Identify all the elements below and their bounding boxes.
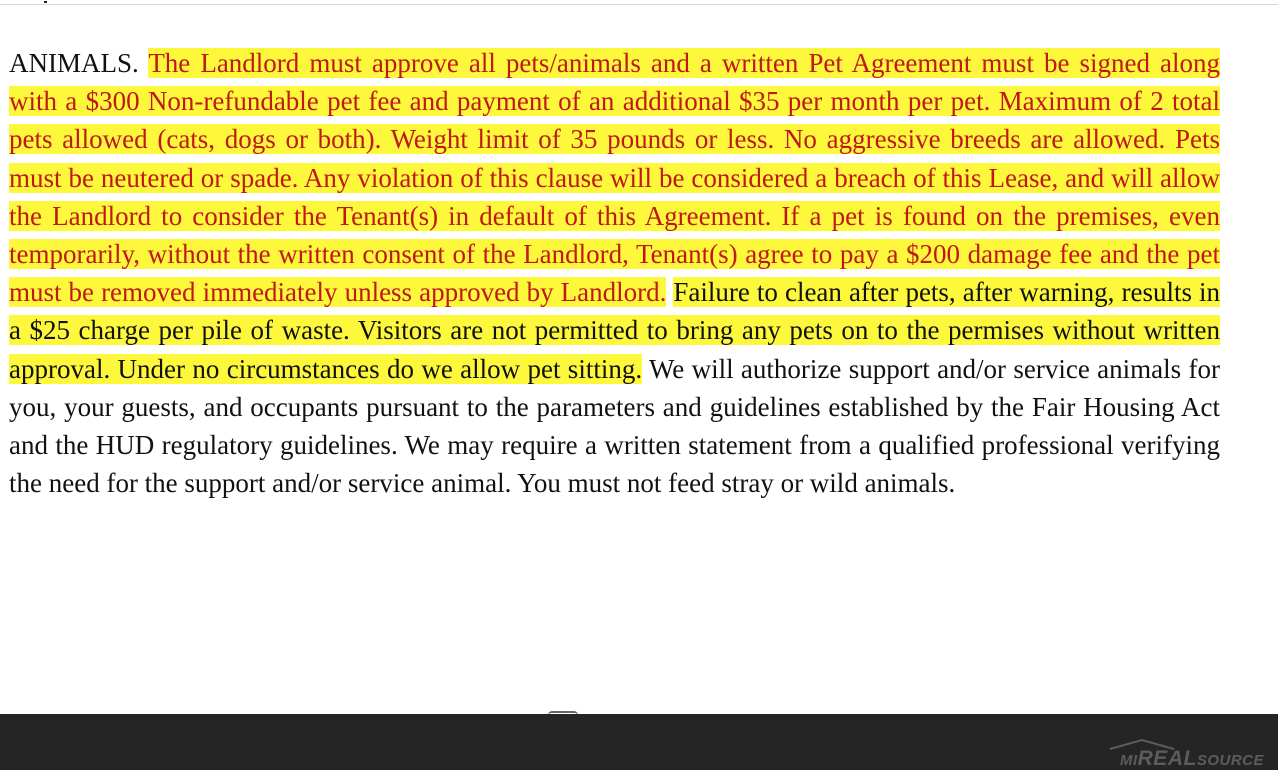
animals-clause	[9, 44, 1220, 502]
highlighted-red-text: The Landlord must approve all pets/animals and a written Pet Agreement must be signed along with a $300 Non-refundable pet fee and payment of an additional $35 per month per pet. Maximum of 2 total pets allowed (cats, dogs or both). Weight limit of 35 pounds or less. No aggressive breeds are allowed. Pets must be neutered or spade. Any violation of this clause will be considered a breach of this Lease, and will allow the Landlord to consider the Tenant(s) in default of this Agreement. If a pet is found on the premises, even temporarily, without the written consent of the Landlord, Tenant(s) agree to pay a $200 damage fee and the pet must be removed immediately unless approved by Landlord.	[9, 48, 1220, 308]
highlighted-black-text: Failure to clean after pets, after warning, results in a $25 charge per pile of waste. Visitors are not permitted to bring any pets on to the permises without written approval. Under no circumstances do we allow pet sitting.	[9, 277, 1221, 384]
clause-heading: ANIMALS.	[9, 48, 139, 78]
mirealsource-watermark	[1120, 736, 1264, 770]
top-page-edge	[0, 0, 1278, 5]
roof-icon	[1108, 738, 1176, 750]
top-page-mark	[44, 1, 47, 3]
watermark-mi: MI	[1119, 752, 1138, 769]
watermark-source: SOURCE	[1196, 752, 1264, 769]
footer-bar	[0, 714, 1278, 770]
watermark-real: REAL	[1137, 747, 1197, 770]
plain-text: We will authorize support and/or service animals for you, your guests, and occupants pursuant to the parameters and guidelines established by the Fair Housing Act and the HUD regulatory guidelines. We may require a written statement from a qualified professional verifying the need for the support and/or service animal. You must not feed stray or wild animals.	[9, 353, 1220, 499]
